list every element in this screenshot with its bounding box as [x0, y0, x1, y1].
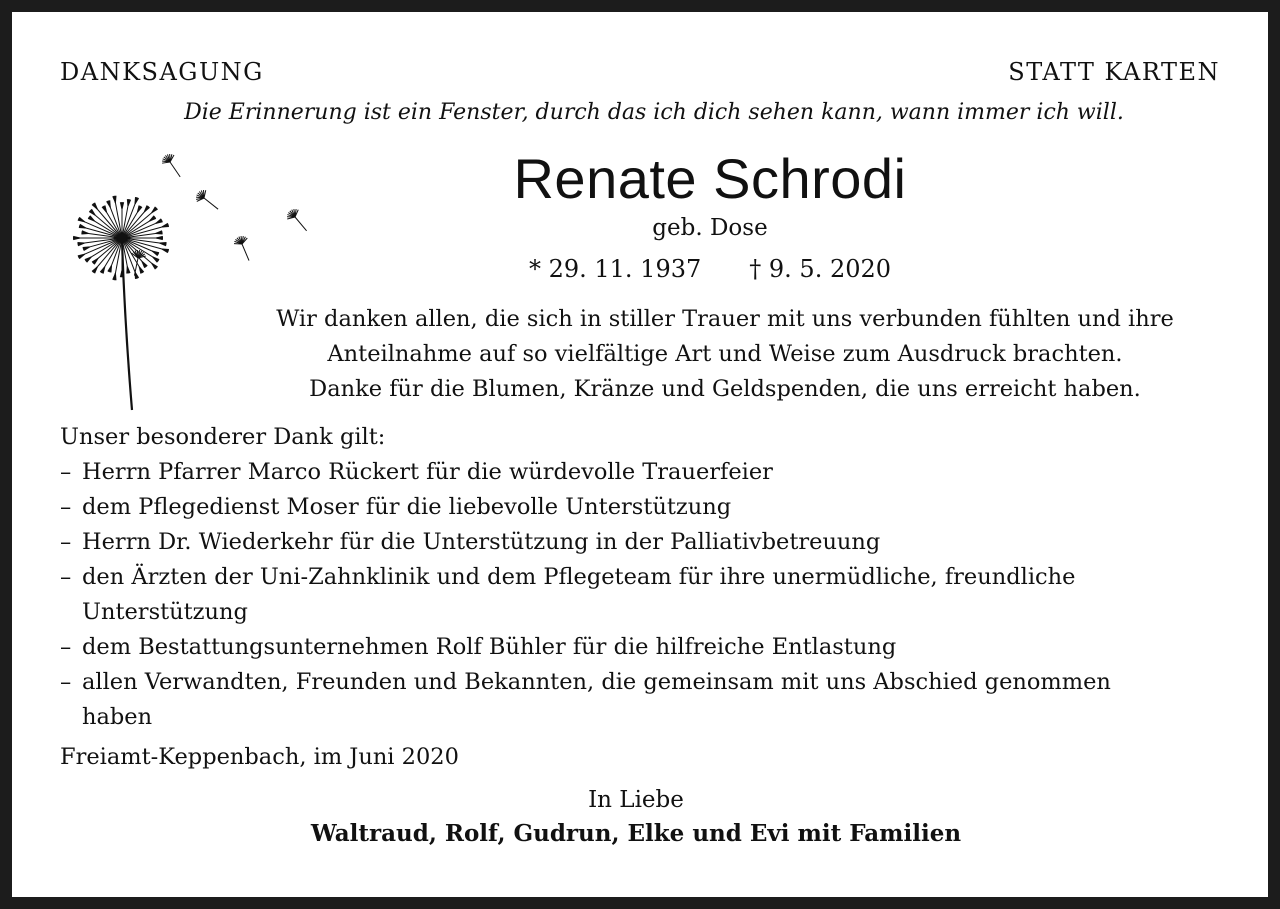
list-item: [60, 490, 1111, 525]
special-thanks-intro: Unser besonderer Dank gilt:: [60, 424, 386, 450]
thanks-paragraph: [12, 302, 1268, 407]
list-item-text: den Ärzten der Uni-Zahnklinik und dem Pflegeteam für ihre unermüdliche, freundliche: [82, 564, 1076, 590]
list-item: [60, 630, 1111, 665]
special-thanks-list: [60, 420, 1111, 735]
thanks-line: Anteilnahme auf so vielfältige Art und Weise zum Ausdruck brachten.: [327, 341, 1123, 367]
dash: –: [60, 529, 72, 555]
list-item-text: dem Pflegedienst Moser für die liebevolle Unterstützung: [82, 494, 732, 520]
dash: –: [60, 494, 72, 520]
list-item-text: Herrn Dr. Wiederkehr für die Unterstützung in der Palliativbetreuung: [82, 529, 881, 555]
header-danksagung: DANKSAGUNG: [60, 58, 264, 86]
list-item: [60, 525, 1111, 560]
life-dates: [12, 255, 1268, 283]
obituary-card: [12, 12, 1268, 897]
list-item-text: dem Bestattungsunternehmen Rolf Bühler für die hilfreiche Entlastung: [82, 634, 897, 660]
dash: –: [60, 564, 72, 590]
place-date: Freiamt-Keppenbach, im Juni 2020: [60, 744, 459, 770]
thanks-line: Wir danken allen, die sich in stiller Trauer mit uns verbunden fühlten und ihre: [276, 306, 1174, 332]
born-name: geb. Dose: [652, 215, 768, 241]
deceased-name: Renate Schrodi: [513, 147, 907, 210]
death-date: † 9. 5. 2020: [749, 255, 892, 283]
header-statt-karten: STATT KARTEN: [1008, 58, 1220, 86]
list-item-continuation: Unterstützung: [82, 599, 248, 625]
dash: –: [60, 669, 72, 695]
list-item-continuation: haben: [82, 704, 153, 730]
signers: Waltraud, Rolf, Gudrun, Elke und Evi mit Familien: [310, 820, 962, 847]
list-item: [60, 455, 1111, 490]
list-item: [60, 560, 1111, 595]
thanks-line: Danke für die Blumen, Kränze und Geldspenden, die uns erreicht haben.: [309, 376, 1141, 402]
list-item-text: Herrn Pfarrer Marco Rückert für die würdevolle Trauerfeier: [82, 459, 773, 485]
dash: –: [60, 634, 72, 660]
memorial-quote: Die Erinnerung ist ein Fenster, durch das ich dich sehen kann, wann immer ich will.: [184, 100, 1124, 125]
closing-in-liebe: In Liebe: [588, 787, 684, 813]
dash: –: [60, 459, 72, 485]
list-item: [60, 665, 1111, 700]
list-item-text: allen Verwandten, Freunden und Bekannten, die gemeinsam mit uns Abschied genommen: [82, 669, 1111, 695]
birth-date: * 29. 11. 1937: [528, 255, 702, 283]
